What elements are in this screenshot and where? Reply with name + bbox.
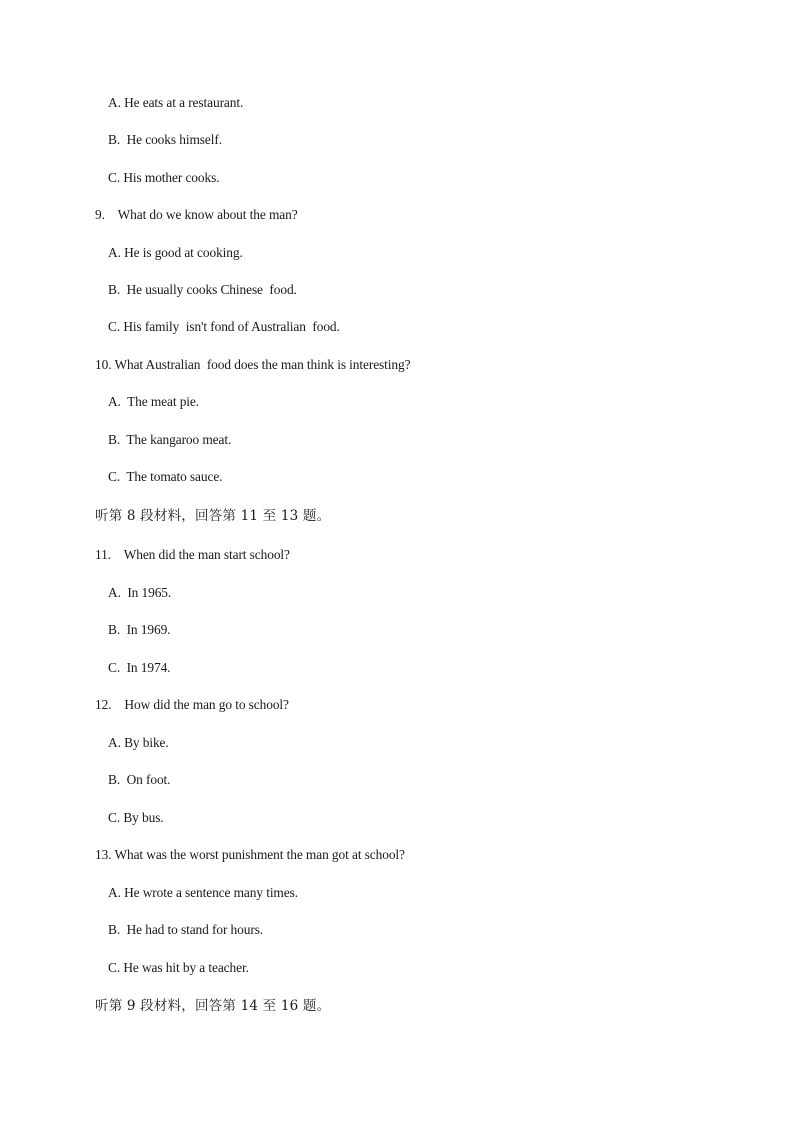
question-12: 12. How did the man go to school?	[95, 697, 289, 712]
option-c-q12: C. By bus.	[108, 810, 164, 825]
option-a-q9: A. He is good at cooking.	[108, 245, 243, 260]
option-a-q11: A. In 1965.	[108, 585, 172, 600]
question-10: 10. What Australian food does the man think is interesting?	[95, 357, 411, 372]
option-c-q9: C. His family isn't fond of Australian food.	[108, 319, 340, 334]
option-a-q13: A. He wrote a sentence many times.	[108, 885, 298, 900]
option-c-q10: C. The tomato sauce.	[108, 469, 223, 484]
section-heading-8: 听第 8 段材料，回答第 11 至 13 题。	[95, 508, 331, 524]
section-heading-9: 听第 9 段材料，回答第 14 至 16 题。	[95, 998, 331, 1014]
option-b-q12: B. On foot.	[108, 772, 171, 787]
question-11: 11. When did the man start school?	[95, 547, 290, 562]
option-c-q13: C. He was hit by a teacher.	[108, 960, 249, 975]
option-b-q13: B. He had to stand for hours.	[108, 922, 264, 937]
question-9: 9. What do we know about the man?	[95, 207, 298, 222]
option-c-q11: C. In 1974.	[108, 660, 171, 675]
option-b-q8: B. He cooks himself.	[108, 132, 222, 147]
option-a-q8: A. He eats at a restaurant.	[108, 95, 244, 110]
question-13: 13. What was the worst punishment the man got at school?	[95, 847, 405, 862]
option-b-q9: B. He usually cooks Chinese food.	[108, 282, 297, 297]
option-a-q10: A. The meat pie.	[108, 394, 200, 409]
option-b-q11: B. In 1969.	[108, 622, 171, 637]
option-a-q12: A. By bike.	[108, 735, 169, 750]
option-c-q8: C. His mother cooks.	[108, 170, 220, 185]
option-b-q10: B. The kangaroo meat.	[108, 432, 232, 447]
